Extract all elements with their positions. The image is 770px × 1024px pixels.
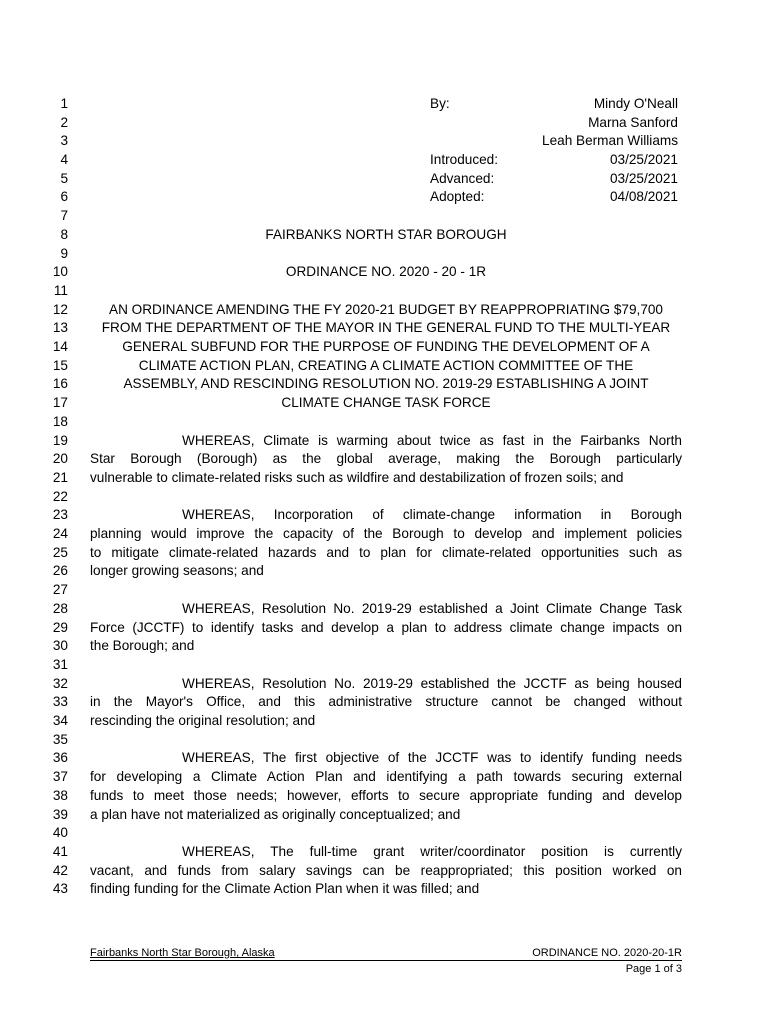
clause-line: vulnerable to climate-related risks such as wildfire and destabilization of frozen soils; and [90, 470, 624, 485]
by-label: By: [430, 96, 450, 111]
line-number: 1 [60, 96, 68, 111]
clause-line: WHEREAS, Resolution No. 2019-29 established a Joint Climate Change Task [182, 601, 682, 616]
adopted-label: Adopted: [430, 189, 485, 204]
line-number: 28 [52, 601, 68, 616]
line-number: 30 [52, 638, 68, 653]
title-line: GENERAL SUBFUND FOR THE PURPOSE OF FUNDING THE DEVELOPMENT OF A [122, 339, 650, 354]
clause-line: WHEREAS, Climate is warming about twice as fast in the Fairbanks North [182, 433, 682, 448]
clause-line: the Borough; and [90, 638, 195, 653]
line-number: 26 [52, 563, 68, 578]
line-number: 40 [52, 825, 68, 840]
line-number: 36 [52, 750, 68, 765]
line-number: 23 [52, 507, 68, 522]
line-number: 24 [52, 526, 68, 541]
clause-line: WHEREAS, The full-time grant writer/coordinator position is currently [182, 844, 682, 859]
sponsor-name: Marna Sanford [588, 115, 678, 130]
title-line: AN ORDINANCE AMENDING THE FY 2020-21 BUDGET BY REAPPROPRIATING $79,700 [109, 302, 663, 317]
line-number: 13 [52, 320, 68, 335]
title-line: ASSEMBLY, AND RESCINDING RESOLUTION NO. 2019-29 ESTABLISHING A JOINT [123, 376, 649, 391]
clause-line: WHEREAS, The first objective of the JCCTF was to identify funding needs [182, 750, 682, 765]
line-number: 43 [52, 881, 68, 896]
line-number: 31 [52, 657, 68, 672]
line-number: 20 [52, 451, 68, 466]
clause-line: to mitigate climate-related hazards and to plan for climate-related opportunities such as [90, 545, 682, 560]
line-number: 2 [60, 115, 68, 130]
clause-line: WHEREAS, Resolution No. 2019-29 established the JCCTF as being housed [182, 676, 682, 691]
line-number: 16 [52, 376, 68, 391]
line-number: 19 [52, 433, 68, 448]
clause-line: longer growing seasons; and [90, 563, 264, 578]
introduced-label: Introduced: [430, 152, 499, 167]
clause-line: planning would improve the capacity of the Borough to develop and implement policies [90, 526, 682, 541]
line-number: 39 [52, 807, 68, 822]
line-number: 18 [52, 414, 68, 429]
ordinance-number: ORDINANCE NO. 2020 - 20 - 1R [285, 264, 487, 279]
advanced-date: 03/25/2021 [609, 171, 678, 186]
line-number: 33 [52, 694, 68, 709]
footer-rule [90, 960, 682, 961]
line-number: 37 [52, 769, 68, 784]
clause-line: WHEREAS, Incorporation of climate-change information in Borough [182, 507, 682, 522]
line-number: 38 [52, 788, 68, 803]
line-number: 5 [60, 171, 68, 186]
line-number: 32 [52, 676, 68, 691]
line-number: 10 [52, 264, 68, 279]
line-number: 21 [52, 470, 68, 485]
introduced-date: 03/25/2021 [609, 152, 678, 167]
line-number: 41 [52, 844, 68, 859]
line-number: 4 [60, 152, 68, 167]
line-number: 11 [53, 283, 68, 298]
sponsor-name: Mindy O'Neall [593, 96, 678, 111]
sponsor-name: Leah Berman Williams [542, 133, 678, 148]
advanced-label: Advanced: [430, 171, 495, 186]
line-number: 25 [52, 545, 68, 560]
clause-line: for developing a Climate Action Plan and identifying a path towards securing external [90, 769, 682, 784]
clause-line: vacant, and funds from salary savings can be reappropriated; this position worked on [90, 863, 682, 878]
line-number: 29 [52, 620, 68, 635]
line-number: 9 [60, 246, 68, 261]
line-number: 27 [52, 582, 68, 597]
line-number: 6 [60, 189, 68, 204]
line-number: 17 [52, 395, 68, 410]
line-number: 14 [52, 339, 68, 354]
title-line: CLIMATE CHANGE TASK FORCE [281, 395, 491, 410]
borough-heading: FAIRBANKS NORTH STAR BOROUGH [265, 227, 507, 242]
footer-borough: Fairbanks North Star Borough, Alaska [90, 947, 275, 959]
footer-ordinance-number: ORDINANCE NO. 2020-20-1R [532, 947, 682, 959]
clause-line: rescinding the original resolution; and [90, 713, 316, 728]
title-line: FROM THE DEPARTMENT OF THE MAYOR IN THE GENERAL FUND TO THE MULTI-YEAR [101, 320, 671, 335]
clause-line: finding funding for the Climate Action Plan when it was filled; and [90, 881, 480, 896]
clause-line: a plan have not materialized as originally conceptualized; and [90, 807, 461, 822]
line-number: 35 [52, 732, 68, 747]
clause-line: funds to meet those needs; however, efforts to secure appropriate funding and develop [90, 788, 682, 803]
clause-line: Star Borough (Borough) as the global average, making the Borough particularly [90, 451, 682, 466]
page-number: Page 1 of 3 [625, 963, 682, 975]
line-number: 12 [52, 302, 68, 317]
line-number: 22 [52, 489, 68, 504]
adopted-date: 04/08/2021 [609, 189, 678, 204]
line-number: 3 [60, 133, 68, 148]
line-number: 8 [60, 227, 68, 242]
line-number: 34 [52, 713, 68, 728]
clause-line: Force (JCCTF) to identify tasks and develop a plan to address climate change impacts on [90, 620, 682, 635]
title-line: CLIMATE ACTION PLAN, CREATING A CLIMATE ACTION COMMITTEE OF THE [138, 358, 634, 373]
line-number: 15 [52, 358, 68, 373]
line-number: 7 [60, 208, 68, 223]
line-number: 42 [52, 863, 68, 878]
clause-line: in the Mayor's Office, and this administrative structure cannot be changed without [90, 694, 682, 709]
